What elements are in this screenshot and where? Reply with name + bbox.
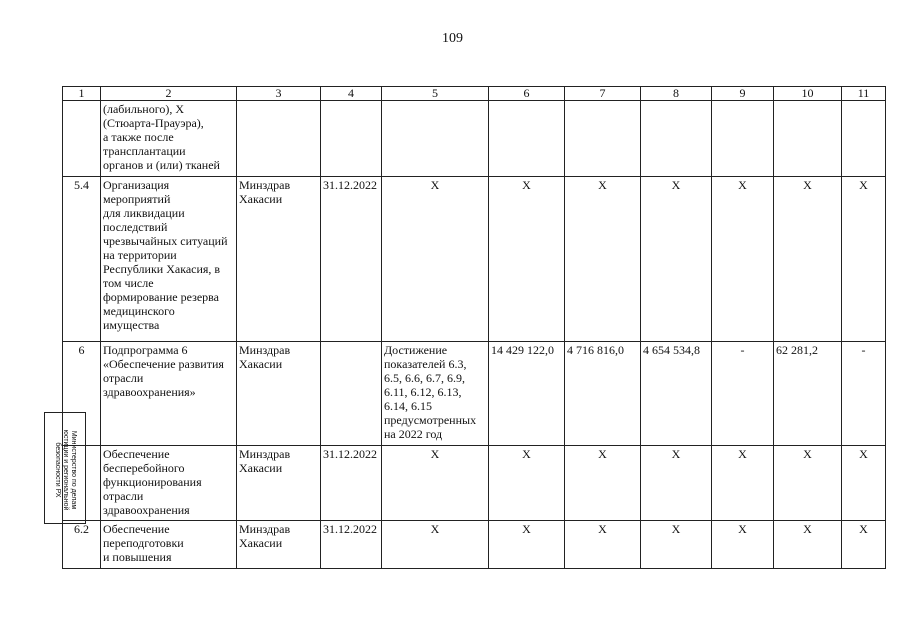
funding-cell-v8: Х: [641, 521, 712, 569]
row-number-cell: 5.4: [63, 177, 101, 342]
measure-title-cell: [101, 446, 237, 521]
deadline-cell: [321, 101, 382, 177]
measure-title-cell-line: «Обеспечение развития: [103, 357, 224, 371]
table-row: [63, 446, 886, 521]
indicator-cell-line: предусмотренных: [384, 413, 477, 427]
measure-title-cell-line: мероприятий: [103, 192, 171, 206]
table-row: [63, 177, 886, 342]
funding-cell-v10: 62 281,2: [774, 342, 842, 446]
measure-title-cell-line: Обеспечение: [103, 522, 170, 536]
col-header: 4: [321, 87, 382, 101]
indicator-cell-line: 6.14, 6.15: [384, 399, 432, 413]
measure-title-cell-line: на территории: [103, 248, 177, 262]
table-row: [63, 101, 886, 177]
funding-cell-v11: Х: [842, 521, 886, 569]
measure-title-cell-line: трансплантации: [103, 144, 186, 158]
measure-title-cell: [101, 177, 237, 342]
indicator-cell: [382, 101, 489, 177]
indicator-cell-line: Достижение: [384, 343, 448, 357]
indicator-cell-line: Х: [430, 447, 440, 461]
indicator-cell: [382, 342, 489, 446]
measure-title-cell-line: Республики Хакасия, в: [103, 262, 221, 276]
deadline-cell: 31.12.2022: [321, 177, 382, 342]
row-number-cell: 6: [63, 342, 101, 446]
funding-cell-v11: Х: [842, 177, 886, 342]
measure-title-cell-line: формирование резерва: [103, 290, 219, 304]
funding-cell-v11: -: [842, 342, 886, 446]
funding-cell-v8: Х: [641, 446, 712, 521]
page-number: 109: [442, 31, 463, 46]
registration-stamp: [44, 412, 86, 524]
indicator-cell-line: Х: [430, 178, 440, 192]
measure-title-cell-line: здравоохранения»: [103, 385, 196, 399]
measure-title-cell-line: переподготовки: [103, 536, 184, 550]
funding-cell-v9: Х: [712, 521, 774, 569]
funding-cell-v7: Х: [565, 521, 641, 569]
row-number-cell: 6.2: [63, 521, 101, 569]
funding-cell-v6: [489, 101, 565, 177]
funding-cell-v9: [712, 101, 774, 177]
measure-title-cell: [101, 101, 237, 177]
indicator-cell: [382, 177, 489, 342]
measure-title-cell-line: (Стюарта-Прауэра),: [103, 116, 204, 130]
measure-title-cell-line: Организация: [103, 178, 170, 192]
funding-cell-v9: Х: [712, 177, 774, 342]
program-table: [62, 86, 886, 569]
table-row: [63, 342, 886, 446]
funding-cell-v6: 14 429 122,0: [489, 342, 565, 446]
executor-cell-line: Минздрав: [239, 522, 291, 536]
col-header: 1: [63, 87, 101, 101]
indicator-cell-line: 6.11, 6.12, 6.13,: [384, 385, 462, 399]
stamp-line: Министерство по делам: [70, 430, 77, 510]
funding-cell-v7: Х: [565, 177, 641, 342]
col-header: 9: [712, 87, 774, 101]
measure-title-cell-line: бесперебойного: [103, 461, 185, 475]
indicator-cell-line: Х: [430, 522, 440, 536]
table-row: [63, 521, 886, 569]
header-row: [63, 87, 886, 101]
stamp-line: юстиции и региональной: [62, 429, 69, 511]
funding-cell-v9: -: [712, 342, 774, 446]
col-header: 8: [641, 87, 712, 101]
indicator-cell: [382, 446, 489, 521]
indicator-cell-line: 6.5, 6.6, 6.7, 6.9,: [384, 371, 465, 385]
funding-cell-v10: Х: [774, 177, 842, 342]
col-header: 2: [101, 87, 237, 101]
funding-cell-v11: [842, 101, 886, 177]
executor-cell-line: Минздрав: [239, 178, 291, 192]
measure-title-cell-line: (лабильного), Х: [103, 102, 185, 116]
row-number-cell: [63, 101, 101, 177]
executor-cell-line: Минздрав: [239, 447, 291, 461]
measure-title-cell: [101, 521, 237, 569]
col-header: 5: [382, 87, 489, 101]
indicator-cell-line: на 2022 год: [384, 427, 443, 441]
funding-cell-v9: Х: [712, 446, 774, 521]
col-header: 7: [565, 87, 641, 101]
executor-cell: [237, 342, 321, 446]
measure-title-cell-line: имущества: [103, 318, 160, 332]
measure-title-cell-line: и повышения: [103, 550, 172, 564]
col-header: 6: [489, 87, 565, 101]
col-header: 3: [237, 87, 321, 101]
funding-cell-v10: [774, 101, 842, 177]
measure-title-cell-line: том числе: [103, 276, 154, 290]
measure-title-cell-line: отрасли: [103, 371, 144, 385]
indicator-cell-line: показателей 6.3,: [384, 357, 467, 371]
measure-title-cell-line: а также после: [103, 130, 174, 144]
executor-cell-line: Минздрав: [239, 343, 291, 357]
funding-cell-v8: Х: [641, 177, 712, 342]
funding-cell-v8: [641, 101, 712, 177]
measure-title-cell-line: медицинского: [103, 304, 175, 318]
funding-cell-v11: Х: [842, 446, 886, 521]
funding-cell-v8: 4 654 534,8: [641, 342, 712, 446]
measure-title-cell-line: отрасли: [103, 489, 144, 503]
executor-cell: [237, 177, 321, 342]
executor-cell-line: Хакасии: [239, 192, 283, 206]
measure-title-cell-line: Подпрограмма 6: [103, 343, 188, 357]
executor-cell-line: Хакасии: [239, 461, 283, 475]
measure-title-cell: [101, 342, 237, 446]
col-header: 11: [842, 87, 886, 101]
funding-cell-v6: Х: [489, 446, 565, 521]
funding-cell-v7: [565, 101, 641, 177]
measure-title-cell-line: органов и (или) тканей: [103, 158, 220, 172]
executor-cell: [237, 521, 321, 569]
executor-cell: [237, 446, 321, 521]
funding-cell-v10: Х: [774, 521, 842, 569]
measure-title-cell-line: функционирования: [103, 475, 202, 489]
executor-cell-line: Хакасии: [239, 536, 283, 550]
measure-title-cell-line: последствий: [103, 220, 168, 234]
funding-cell-v7: Х: [565, 446, 641, 521]
deadline-cell: 31.12.2022: [321, 521, 382, 569]
measure-title-cell-line: для ликвидации: [103, 206, 185, 220]
deadline-cell: 31.12.2022: [321, 446, 382, 521]
indicator-cell: [382, 521, 489, 569]
col-header: 10: [774, 87, 842, 101]
funding-cell-v6: Х: [489, 177, 565, 342]
executor-cell-line: Хакасии: [239, 357, 283, 371]
executor-cell: [237, 101, 321, 177]
funding-cell-v10: Х: [774, 446, 842, 521]
measure-title-cell-line: чрезвычайных ситуаций: [103, 234, 228, 248]
funding-cell-v7: 4 716 816,0: [565, 342, 641, 446]
stamp-text: [53, 415, 77, 525]
measure-title-cell-line: Обеспечение: [103, 447, 170, 461]
stamp-line: безопасности РХ: [54, 442, 61, 498]
funding-cell-v6: Х: [489, 521, 565, 569]
deadline-cell: [321, 342, 382, 446]
measure-title-cell-line: здравоохранения: [103, 503, 190, 517]
